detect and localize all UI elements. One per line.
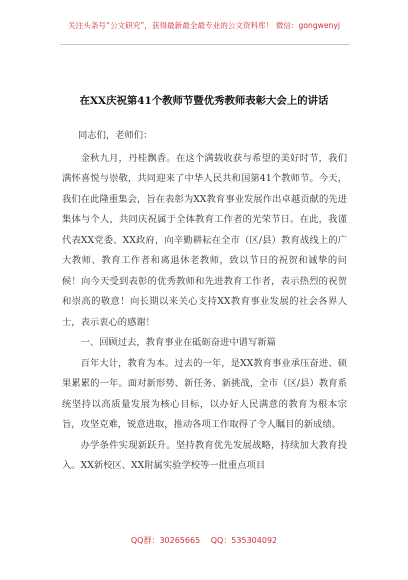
footer-qq: QQ：535304092 <box>210 536 278 545</box>
document-title: 在XX庆祝第41个教师节暨优秀教师表彰大会上的讲话 <box>79 95 329 107</box>
document-body <box>62 126 347 477</box>
footer-qq-group: QQ群：30265665 <box>130 536 201 545</box>
paragraph: 金秋九月，丹桂飘香。在这个满载收获与希望的美好时节，我们满怀喜悦与崇敬，共同迎来了中华人民共和国第41个教师节。今天，我们在此隆重集会，旨在表彰为XX教育事业发展作出卓越贡献的先进集体与个人，共同庆祝属于全体教育工作者的光荣节日。在此，我谨代表XX党委、XX政府，向辛勤耕耘在全市（区/县）教育战线上的广大教师、教育工作者和离退休老教师，致以节日的祝贺和诚挚的问候！向今天受到表彰的优秀教师和先进教育工作者，表示热烈的祝贺和崇高的敬意！向长期以来关心支持XX教育事业发展的社会各界人士，表示衷心的感谢！ <box>62 152 347 328</box>
salutation: 同志们，老师们： <box>78 130 153 141</box>
header-banner: 关注头条号“公文研究”，获得最新最全最专业的公文资料库！ 微信：gongwenyj <box>68 21 340 30</box>
paragraph: 百年大计，教育为本。过去的一年，是XX教育事业承压奋进、硕果累累的一年。面对新形势、新任务、新挑战，全市（区/县）教育系统坚持以高质量发展为核心目标，以办好人民满意的教育为根本宗旨，攻坚克难，锐意进取，推动各项工作取得了令人瞩目的新成绩。 <box>62 357 347 430</box>
paragraph: 办学条件实现新跃升。坚持教育优先发展战略，持续加大教育投入。XX新校区、XX附属实验学校等一批重点项目 <box>62 439 347 471</box>
section-heading: 一、回顾过去，教育事业在砥砺奋进中谱写新篇 <box>80 337 276 348</box>
header-divider <box>60 44 350 45</box>
footer-contact <box>0 535 408 546</box>
